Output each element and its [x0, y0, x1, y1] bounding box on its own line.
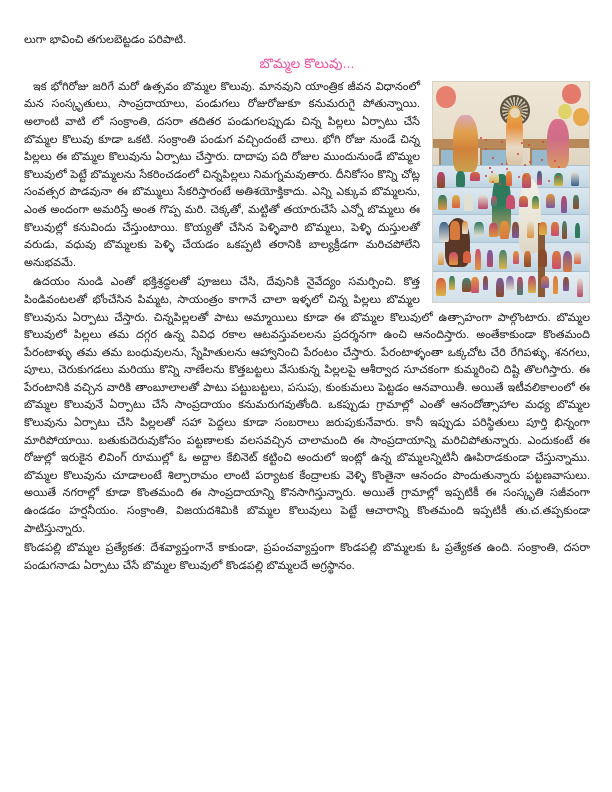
flower-petal: [524, 175, 526, 177]
small-doll: [575, 223, 580, 239]
small-doll: [527, 221, 534, 238]
balloon-icon: [562, 84, 581, 104]
large-doll-left: [453, 115, 478, 172]
flower-petal: [517, 153, 519, 155]
small-doll: [438, 195, 447, 210]
small-doll: [478, 195, 488, 209]
page-heading: బొమ్మల కొలువు...: [259, 55, 355, 71]
small-doll: [452, 195, 460, 208]
small-doll: [470, 172, 480, 181]
small-doll: [563, 251, 573, 271]
small-doll: [475, 249, 481, 269]
small-doll: [463, 251, 472, 263]
flower-petal: [489, 167, 491, 169]
flower-petal: [485, 139, 487, 141]
flower-petal: [524, 164, 526, 166]
small-doll: [474, 222, 483, 237]
flower-petal: [506, 168, 508, 170]
small-doll: [449, 252, 459, 265]
small-doll: [551, 222, 558, 235]
small-doll: [538, 249, 548, 267]
small-doll: [500, 221, 509, 239]
small-doll: [532, 196, 539, 209]
paragraph-1: ఇక భోగిరోజు జరిగే మరో ఉత్సవం బొమ్మల కొలువు. మానవుని యాంత్రిక జీవన విధానంలో మన సంస్కృతులు, సాంప్రదాయాలు, పండుగలు రోజురోజుకూ కనుమరుగై పోతున్నాయి. అలాంటి వాటి లో సంక్రాంతి, దసరా తదితర పండుగలప్పుడు చిన్న పిల్లలు ఏర్పాటు చేసే బొమ్మల కొలువు కూడా ఒకటి. సంక్రాంతి పండుగ వచ్చిందంటే చాలు. భోగి రోజు నుండే చిన్న పిల్లలు ఈ బొమ్మల కొలువును ఏర్పాటు చేస్తారు. దాదాపు పది రోజుల ముందునుండే బొమ్మల కొలువులో పెట్టే బొమ్మలను సేకరించడంలో చిన్నపిల్లలు నిమగ్నమవుతారు. దీనికోసం కొన్ని చోట్ల సంవత్సర పొడవునా ఈ బొమ్ములు సేకరిస్తారంటే అతిశయోక్తికాదు. ఎన్ని ఎక్కువ బొమ్మలను, ఎంత అందంగా అమరిస్తే అంత గొప్ప మరి. చెక్కతో, మట్టితో తయారుచేసే ఎన్నో బొమ్మలు ఈ కొలువుల్లో కనువిందు చేస్తుంటాయి. కొయ్యతో చేసిన పెళ్ళివారి బొమ్మలు, పెళ్ళి దుస్తులతో వరుడు, వధువు బొమ్మలకు పెళ్ళి చేయడం ఒకప్పటి తరానికి బాల్యక్రీడగా మరిచపోలేని అనుభవమే.: [24, 80, 420, 269]
small-doll: [462, 278, 471, 292]
small-doll: [487, 250, 493, 266]
flower-petal: [491, 171, 493, 173]
small-doll: [552, 251, 561, 269]
small-doll: [438, 251, 444, 266]
flower-petal: [499, 183, 501, 185]
small-doll: [439, 222, 449, 242]
small-doll: [528, 276, 535, 293]
small-doll: [573, 195, 579, 209]
small-doll: [506, 195, 515, 210]
lead-in-line: లుగా భావించి తగులబెట్టడం పరిపాటి.: [24, 34, 187, 46]
small-doll: [512, 222, 519, 238]
small-doll: [450, 221, 460, 239]
small-doll: [524, 251, 530, 268]
small-doll: [541, 276, 549, 288]
small-doll: [561, 196, 567, 213]
small-doll: [553, 276, 559, 294]
paragraph-2: ఉదయం నుండి ఎంతో భక్తిశ్రద్ధలతో పూజలు చేసి, దేవునికి నైవేద్యం సమర్పించి. కొత్త పిండివంటలతో భోంచేసిన పిమ్మట, సాయంత్రం కాగానే చాలా ఇళ్ళలో చిన్న పిల్లలు బొమ్మల కొలువును ఏర్పాటు చేస్తారు. చిన్నపిల్లలతో పాటు అమ్మాయిలు కూడా ఈ బొమ్మల కొలువులో ఉత్సాహంగా పాల్గొంటారు. బొమ్మల కొలువులో పిల్లలు తమ దగ్గర ఉన్న వివిధ రకాల ఆటవస్తువలలను ప్రదర్శనగా ఉంచి ఆనందిస్తారు. అంతేకాకుండా కొంతమంది పేరంటాళ్ళు తమ తమ బంధువులను, స్నేహితులను ఆహ్వానించి పేరంటం చేస్తారు. పేరంటాళ్ళంతా ఒక్కచోట చేరి రేగిపళ్ళు, శనగలు, పూలు, చెరుకుగడలు మరియు కొన్ని నాణేలను కొత్తబట్టలు వేసుకున్న పిల్లలపై ఆశీర్వాద సూచకంగా కుమ్మరించి దిష్టి తొలగిస్తారు. ఈ పేరంటానికి వచ్చిన వారికి తాంబూలాలతో పాటు పట్టుబట్టలు, పసుపు, కుంకుమలు పెట్టడం ఆనవాయితీ. అయితే ఇటీవలికాలంలో ఈ బొమ్మల కొలువునే ఏర్పాటు చేసే సాంప్రదాయం కనుమరుగవుతోంది. ఒకప్పుడు గ్రామాల్లో ఎంతో ఆనందోత్సాహాల మధ్య బొమ్మల కొలువును ఏర్పాటు చేసి పిల్లలతో సహా పెద్దలు కూడా సంబరాలు జరుపుకునేవారు. కానీ ఇప్పుడు పరిస్థితులు పూర్తి భిన్నంగా మారిపోయాయి. బతుకుదెరువుకోసం పట్టణాలకు వలసవచ్చిన చాలామంది ఈ సాంప్రదాయాన్ని మరిచిపోతున్నారు. ఎందుకంటే ఈ రోజుల్లో ఇరుకైన లివింగ్ రూముల్లో ఓ అద్దాల కేబినెట్ కట్టించి అందులో ఇంట్లో ఉన్న బొమ్మలన్నిటినీ ఊపిరాడకుండా చేస్తున్నాము. బొమ్మల కొలువును చూడాలంటే శిల్పారామం లాంటి పర్యాటక కేంద్రాలకు వెళ్ళి కొంతైనా ఆనందం పొందుతున్నారు పట్టణవాసులు. అయితే నగరాల్లో కూడా కొంతమంది ఈ సాంప్రదాయాన్ని కొనసాగిస్తున్నారు. అయితే గ్రామాల్లో ఇప్పటికీ ఈ సంస్కృతి సజీవంగా ఉండడం హర్షనీయం. సంక్రాంతి, విజయదశిమికి బొమ్మల కొలువులు పెట్టే ఆచారాన్ని కొంతమంది ఇప్పటికీ తు.చ.తప్పకుండా పాటిస్తున్నారు.: [24, 276, 590, 535]
flower-petal: [518, 176, 520, 178]
small-doll: [537, 171, 542, 185]
small-doll: [563, 277, 569, 291]
small-doll: [456, 171, 466, 187]
small-doll: [506, 276, 515, 291]
small-doll: [571, 172, 579, 187]
small-doll: [462, 221, 468, 234]
large-doll-right: [547, 119, 569, 167]
small-doll: [496, 278, 504, 297]
small-doll: [506, 171, 512, 185]
small-doll: [574, 251, 582, 264]
small-doll: [449, 276, 455, 290]
small-doll: [519, 196, 528, 207]
central-deity-idol: [506, 106, 523, 165]
photo-float-wrapper: [432, 81, 590, 303]
paragraph-3: కొండపల్లి బొమ్మల ప్రత్యేకత: దేశవ్యాప్తంగానే కాకుండా, ప్రపంచవ్యాప్తంగా కొండపల్లి బొమ్మలకు ఓ ప్రత్యేకత ఉంది. సంక్రాంతి, దసరా పండుగనాడు ఏర్పాటు చేసే బొమ్మల కొలువులో కొండపల్లి బొమ్మలదే అగ్రస్థానం.: [24, 542, 590, 572]
flower-petal: [554, 160, 556, 162]
small-doll: [546, 194, 555, 208]
small-doll: [489, 223, 497, 237]
small-doll: [554, 173, 563, 186]
balloon-icon: [558, 104, 572, 119]
small-doll: [513, 251, 518, 264]
small-doll: [517, 277, 522, 295]
small-doll: [483, 276, 488, 290]
small-doll: [491, 196, 497, 207]
flower-petal: [548, 180, 550, 182]
bommala-koluvu-photo: [432, 81, 590, 303]
small-doll: [437, 172, 445, 188]
balloon-icon: [573, 108, 589, 126]
small-doll: [562, 221, 568, 240]
small-doll: [464, 194, 473, 211]
flower-petal: [529, 161, 531, 163]
flower-petal: [492, 157, 494, 159]
small-doll: [577, 278, 583, 297]
small-doll: [539, 222, 547, 235]
flower-petal: [480, 137, 482, 139]
small-doll: [436, 278, 446, 296]
small-doll: [471, 277, 479, 293]
small-doll: [499, 250, 507, 269]
